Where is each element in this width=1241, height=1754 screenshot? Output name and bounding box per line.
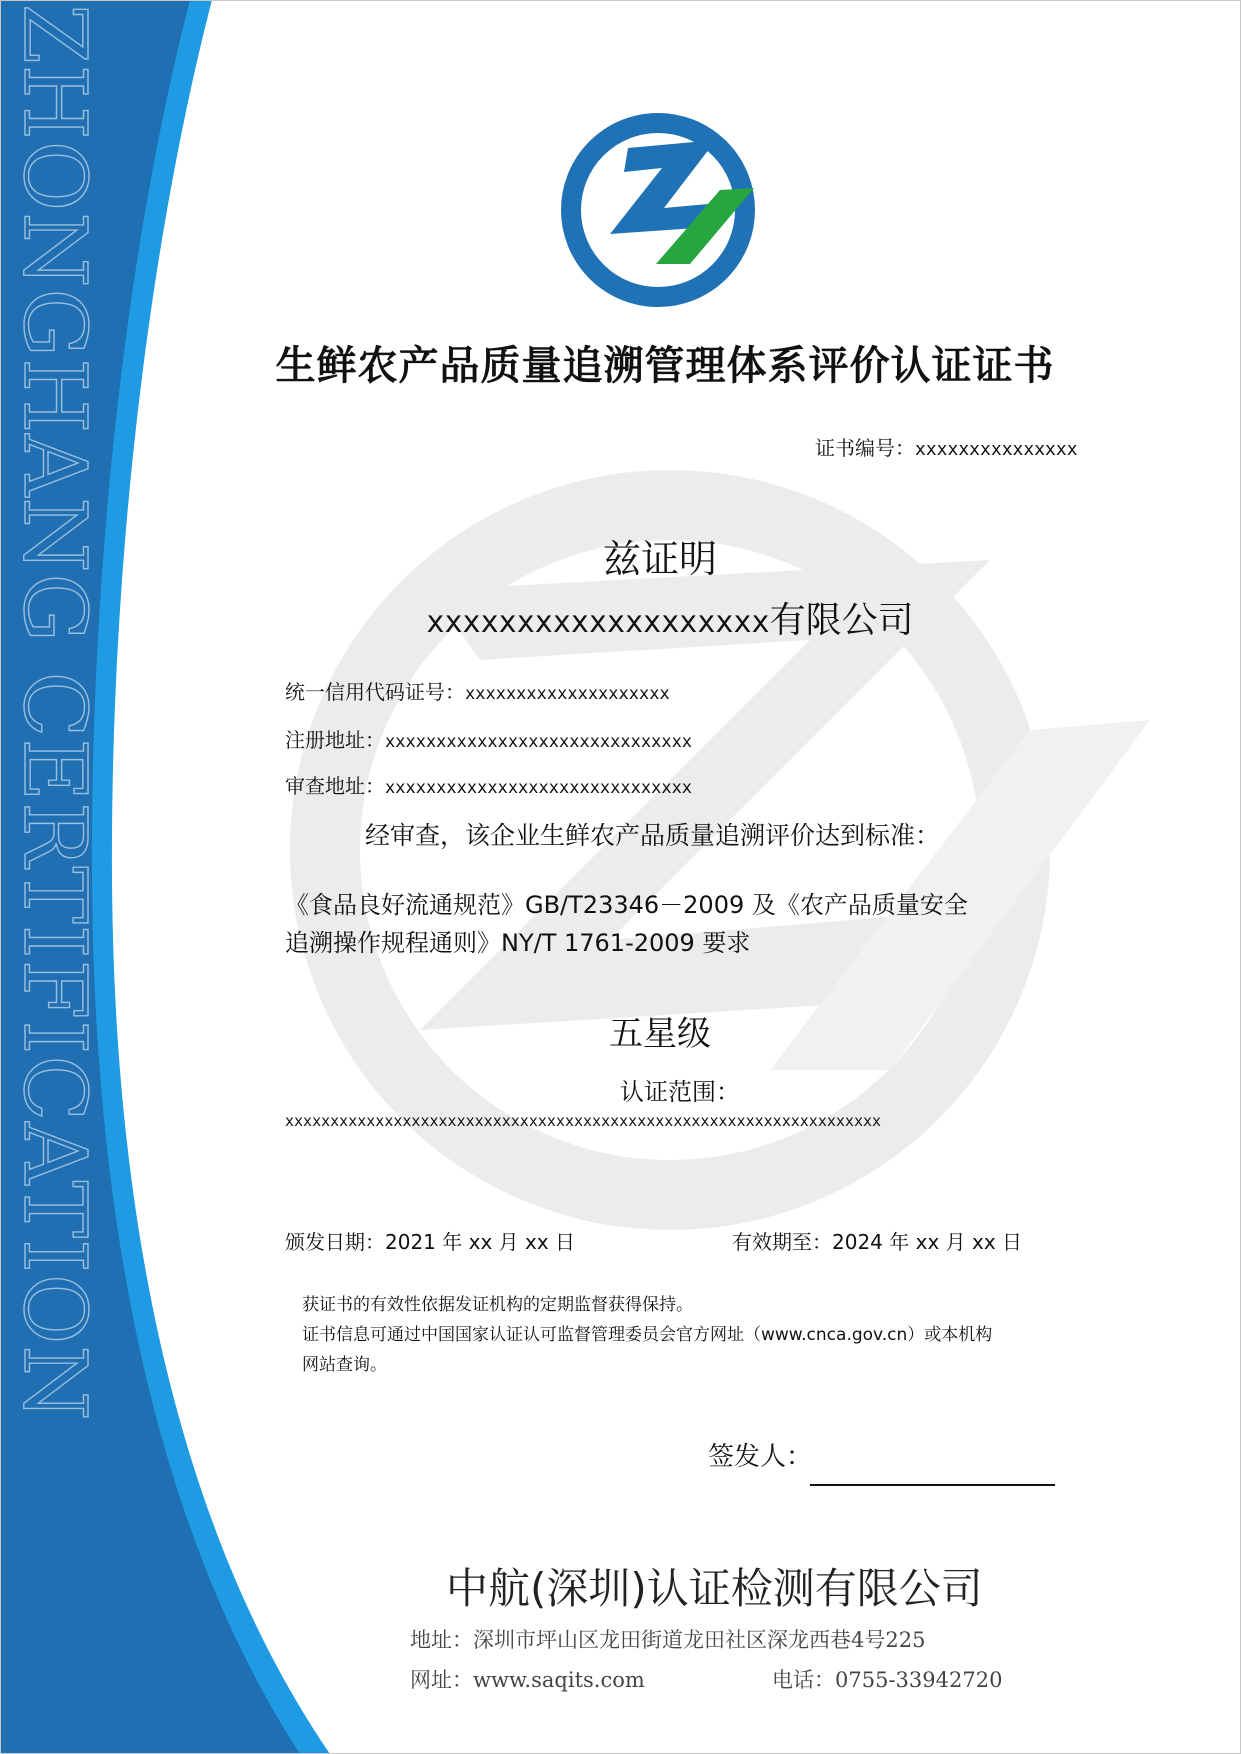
scope-label: 认证范围： <box>620 1078 740 1106</box>
issuing-organization: 中航(深圳)认证检测有限公司 <box>446 1564 983 1613</box>
registered-address-label: 注册地址： <box>285 728 385 752</box>
standards-line-1: 《食品良好流通规范》GB/T23346－2009 及《农产品质量安全 <box>285 891 968 919</box>
note-line-3: 网站查询。 <box>302 1355 387 1375</box>
issuer-website: 网址：www.saqits.com <box>410 1668 645 1692</box>
valid-until-label: 有效期至： <box>732 1230 832 1254</box>
signer-label: 签发人： <box>708 1442 813 1472</box>
company-name-suffix: 有限公司 <box>769 600 914 641</box>
note-line-2: 证书信息可通过中国国家认证认可监督管理委员会官方网址（www.cnca.gov.cn）或本机构 <box>302 1325 993 1345</box>
evaluation-statement: 经审查，该企业生鲜农产品质量追溯评价达到标准： <box>365 821 941 850</box>
standards-line-2: 追溯操作规程通则》NY/T 1761-2009 要求 <box>285 929 751 957</box>
registered-address-value: xxxxxxxxxxxxxxxxxxxxxxxxxxxxxx <box>385 732 693 752</box>
certificate-number-label: 证书编号： <box>815 436 915 460</box>
company-name-value: xxxxxxxxxxxxxxxxxxx <box>426 605 770 640</box>
certificate-number-value: xxxxxxxxxxxxxxx <box>915 439 1078 460</box>
issue-date-value: 2021 年 xx 月 xx 日 <box>385 1230 576 1254</box>
scope-value: xxxxxxxxxxxxxxxxxxxxxxxxxxxxxxxxxxxxxxxxxxxxxxxxxxxxxxxxxxxxxxxxxx <box>285 1112 882 1130</box>
issue-date-label: 颁发日期： <box>285 1230 385 1254</box>
note-line-1: 获证书的有效性依据发证机构的定期监督获得保持。 <box>302 1295 693 1315</box>
certify-heading: 兹证明 <box>602 537 717 581</box>
rating-level: 五星级 <box>609 1014 711 1054</box>
side-band-text: ZHONGHANG CERTIFICATION <box>4 4 104 1422</box>
credit-code-label: 统一信用代码证号： <box>285 680 465 704</box>
issuer-address: 地址：深圳市坪山区龙田街道龙田社区深龙西巷4号225 <box>410 1628 926 1652</box>
audit-address-value: xxxxxxxxxxxxxxxxxxxxxxxxxxxxxx <box>385 778 693 798</box>
certificate-title: 生鲜农产品质量追溯管理体系评价认证证书 <box>275 343 1055 389</box>
credit-code-value: xxxxxxxxxxxxxxxxxxxx <box>465 684 670 704</box>
audit-address-label: 审查地址： <box>285 774 385 798</box>
valid-until-value: 2024 年 xx 月 xx 日 <box>832 1230 1023 1254</box>
issuer-phone: 电话：0755-33942720 <box>772 1668 1003 1692</box>
